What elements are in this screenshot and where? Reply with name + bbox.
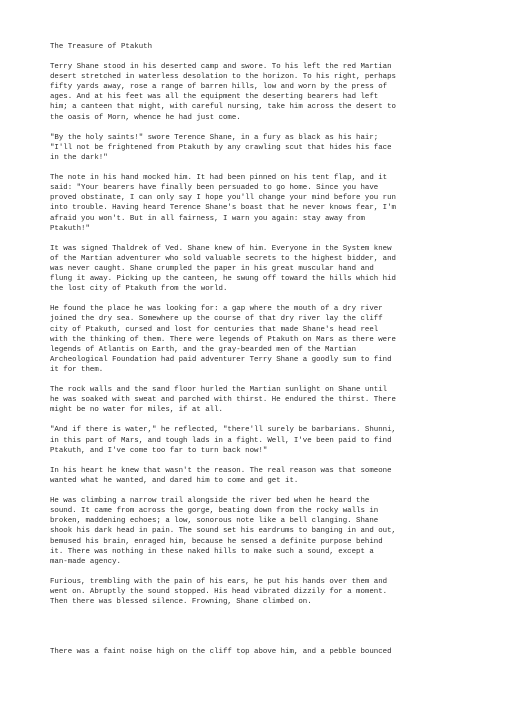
text-line: He found the place he was looking for: a gap where the mouth of a dry river (50, 305, 383, 314)
text-line: flung it away. Picking up the canteen, he swung off toward the hills which hid (50, 275, 396, 284)
text-line: In his heart he knew that wasn't the reason. The real reason was that someone (50, 466, 392, 475)
text-line: man-made agency. (50, 557, 121, 566)
text-line: it for them. (50, 365, 104, 374)
text-line: went on. Abruptly the sound stopped. His head vibrated dizzily for a moment. (50, 587, 388, 596)
text-line: it. There was nothing in these naked hills to make such a sound, except a (50, 547, 374, 556)
text-line: sound. It came from across the gorge, beating down from the rocky walls in (50, 507, 379, 516)
text-line: The note in his hand mocked him. It had been pinned on his tent flap, and it (50, 174, 388, 183)
text-line: in the dark!" (50, 153, 108, 162)
text-line: afraid you won't. But in all fairness, I warn you again: stay away from (50, 214, 365, 223)
text-line: "By the holy saints!" swore Terence Shane, in a fury as black as his hair; (50, 133, 379, 142)
text-line: Ptakuth!" (50, 224, 90, 233)
text-line: desert stretched in waterless desolation to the horizon. To his right, perhaps (50, 73, 396, 82)
text-line: into trouble. Having heard Terence Shane's boast that he never knows fear, I'm (50, 204, 396, 213)
paragraph-11 (50, 647, 490, 657)
text-line: "And if there is water," he reflected, "there'll surely be barbarians. Shunni, (50, 426, 396, 435)
paragraph-9 (50, 496, 490, 567)
text-line: fifty yards away, rose a range of barren hills, low and worn by the press of (50, 83, 388, 92)
text-line: Terry Shane stood in his deserted camp and swore. To his left the red Martian (50, 63, 392, 72)
text-line: was never caught. Shane crumpled the paper in his great muscular hand and (50, 264, 374, 273)
text-line: Ptakuth, and I've come too far to turn back now!" (50, 446, 268, 455)
paragraph-1 (50, 62, 490, 123)
text-line: in this part of Mars, and tough lads in a fight. Well, I've been paid to find (50, 436, 392, 445)
text-line: city of Ptakuth, cursed and lost for centuries that made Shane's head reel (50, 325, 379, 334)
paragraph-3 (50, 173, 490, 234)
text-line: bemused his brain, enraged him, because he sensed a definite purpose behind (50, 537, 383, 546)
text-line: might be no water for miles, if at all. (50, 406, 223, 415)
document-page (50, 42, 490, 667)
text-line: wanted what he wanted, and dared him to come and get it. (50, 476, 299, 485)
text-line: shook his dark head in pain. The sound set his eardrums to banging in and out, (50, 527, 396, 536)
text-line: It was signed Thaldrek of Ved. Shane knew of him. Everyone in the System knew (50, 244, 392, 253)
document-title: The Treasure of Ptakuth (50, 43, 153, 51)
paragraph-8 (50, 466, 490, 486)
page-break-gap (50, 617, 490, 647)
text-line: "I'll not be frightened from Ptakuth by any crawling scut that hides his face (50, 143, 392, 152)
paragraph-6 (50, 385, 490, 415)
text-line: proved obstinate, I can only say I hope you'll change your mind before you run (50, 194, 396, 203)
paragraph-7 (50, 425, 490, 455)
text-line: the lost city of Ptakuth from the world. (50, 285, 228, 294)
paragraph-4 (50, 244, 490, 294)
paragraph-2 (50, 133, 490, 163)
text-line: of the Martian adventurer who sold valuable secrets to the highest bidder, and (50, 254, 396, 263)
paragraph-10 (50, 577, 490, 607)
text-line: Furious, trembling with the pain of his ears, he put his hands over them and (50, 577, 388, 586)
text-line: He was climbing a narrow trail alongside the river bed when he heard the (50, 497, 370, 506)
text-line: Then there was blessed silence. Frowning, Shane climbed on. (50, 598, 312, 607)
text-line: Archeological Foundation had paid adventurer Terry Shane a goodly sum to find (50, 355, 392, 364)
text-line: him; a canteen that might, with careful nursing, take him across the desert to (50, 103, 396, 112)
paragraph-5 (50, 304, 490, 375)
text-line: he was soaked with sweat and parched with thirst. He endured the thirst. There (50, 396, 396, 405)
text-line: said: "Your bearers have finally been persuaded to go home. Since you have (50, 184, 379, 193)
text-line: ages. And at his feet was all the equipment the deserting bearers had left (50, 93, 379, 102)
text-line: There was a faint noise high on the cliff top above him, and a pebble bounced (50, 648, 392, 657)
text-line: broken, maddening echoes; a low, sonorous note like a bell clanging. Shane (50, 517, 379, 526)
text-line: The rock walls and the sand floor hurled the Martian sunlight on Shane until (50, 386, 388, 395)
text-line: with the thinking of them. There were legends of Ptakuth on Mars as there were (50, 335, 396, 344)
text-line: joined the dry sea. Somewhere up the course of that dry river lay the cliff (50, 315, 383, 324)
text-line: legends of Atlantis on Earth, and the gray-bearded men of the Martian (50, 345, 357, 354)
text-line: the oasis of Morn, whence he had just come. (50, 113, 241, 122)
